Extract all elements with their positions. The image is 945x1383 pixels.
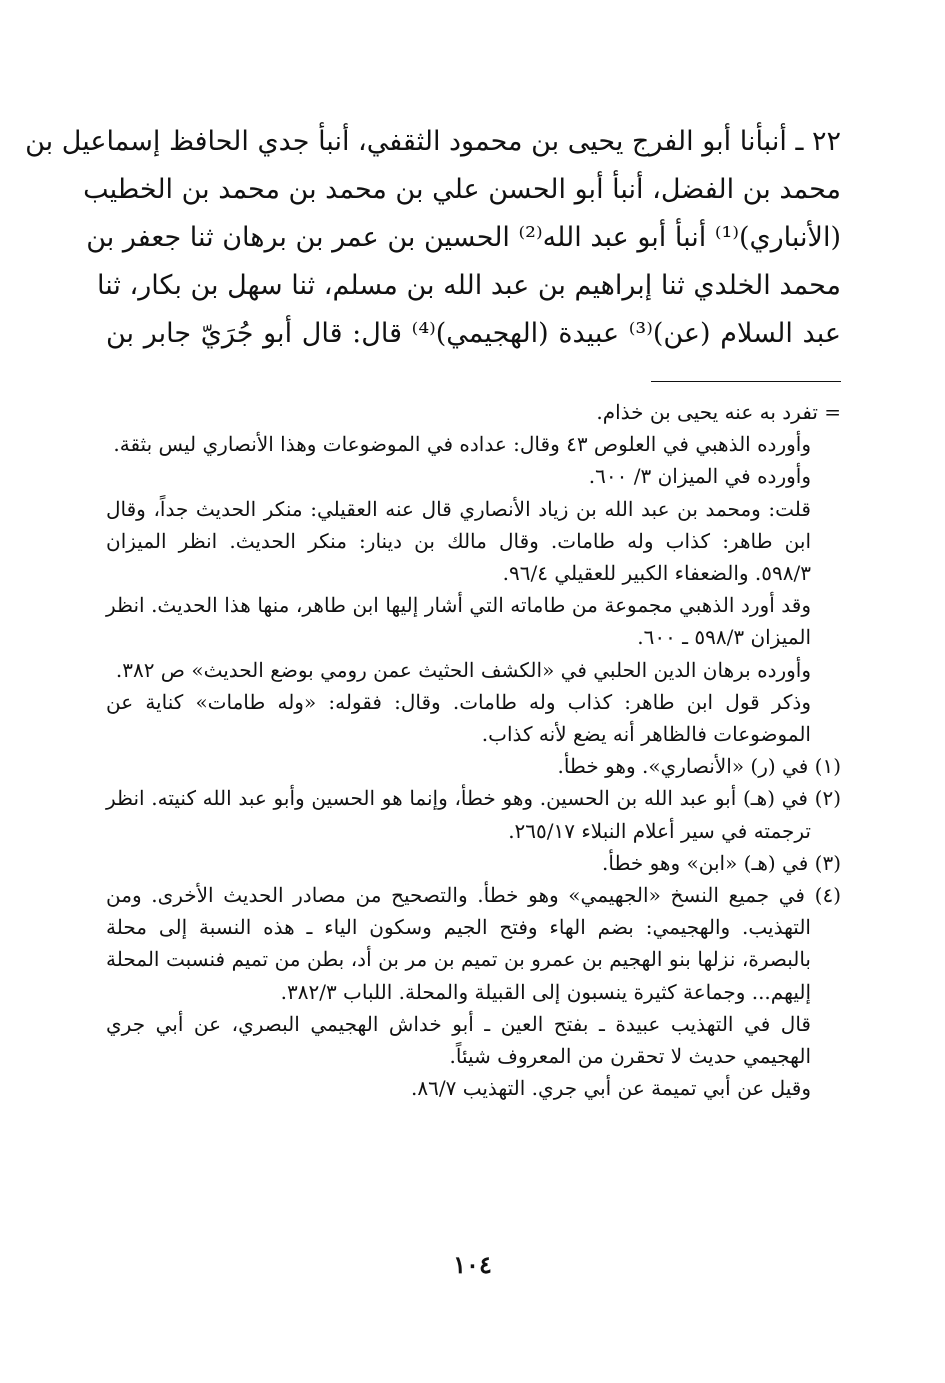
main-text-line: محمد الخلدي ثنا إبراهيم بن عبد الله بن مسلم، ثنا سهل بن بكار، ثنا [97, 270, 841, 301]
footnote-line: (٣) في (هـ) «ابن» وهو خطأ. [602, 850, 841, 875]
footnote-line: بالبصرة، نزلها بنو الهجيم بن عمرو بن تميم بن مر بن أد، بطن من تميم فنسبت المحلة [106, 947, 811, 972]
footnote-line: ابن طاهر: كذاب وله طامات. وقال مالك بن دينار: منكر الحديث. انظر الميزان [106, 528, 811, 553]
footnote-line: الميزان ٥٩٨/٣ ـ ٦٠٠. [637, 625, 811, 650]
footnote-line: ترجمته في سير أعلام النبلاء ٢٦٥/١٧. [508, 818, 811, 843]
footnote-line: (٢) في (هـ) أبو عبد الله بن الحسين. وهو خطأ، وإنما هو الحسين وأبو عبد الله كنيته. انظر [106, 786, 841, 811]
hadith-text [25, 118, 841, 358]
footnote-separator [651, 381, 841, 382]
footnote-line: ٥٩٨/٣. والضعفاء الكبير للعقيلي ٩٦/٤. [502, 561, 811, 586]
footnote-line: (١) في (ر) «الأنصاري». وهو خطأ. [557, 754, 841, 779]
footnote-line: الهجيمي حديث لا تحقرن من المعروف شيئاً. [449, 1044, 811, 1069]
main-text-line: محمد بن الفضل، أنبأ أبو الحسن علي بن محمد بن محمد بن الخطيب [83, 174, 841, 205]
footnote-line: وذكر قول ابن طاهر: كذاب وله طامات. وقال: فقوله: «وله طامات» كناية عن [106, 689, 811, 714]
footnote-line: الموضوعات فالظاهر أنه يضع لأنه كذاب. [481, 722, 811, 747]
footnote-line: وقيل عن أبي تميمة عن أبي جري. التهذيب ٨٦/٧. [411, 1076, 811, 1101]
footnotes [106, 396, 841, 1104]
footnote-line: (٤) في جميع النسخ «الجهيمي» وهو خطأ. والتصحيح من مصادر الحديث الأخرى. ومن [106, 883, 841, 908]
footnote-line: قلت: ومحمد بن عبد الله بن زياد الأنصاري قال عنه العقيلي: منكر الحديث جداً، وقال [106, 496, 811, 521]
footnote-line: وأورده في الميزان ٣/ ٦٠٠. [588, 464, 811, 489]
footnote-line: إليهم... وجماعة كثيرة ينسبون إلى القبيلة والمحلة. اللباب ٣٨٢/٣. [280, 979, 811, 1004]
main-text-line: (الأنباري)⁽¹⁾ أنبأ أبو عبد الله⁽²⁾ الحسين بن عمر بن برهان ثنا جعفر بن [86, 222, 841, 253]
footnote-line: قال في التهذيب عبيدة ـ بفتح العين ـ أبو خداش الهجيمي البصري، عن أبي جري [106, 1011, 811, 1036]
main-text-line: ٢٢ ـ أنبأنا أبو الفرج يحيى بن محمود الثقفي، أنبأ جدي الحافظ إسماعيل بن [25, 126, 841, 157]
footnote-line: وأورده برهان الدين الحلبي في «الكشف الحثيث عمن رومي بوضع الحديث» ص ٣٨٢. [115, 657, 811, 682]
footnote-line: = تفرد به عنه يحيى بن خذام. [596, 400, 841, 424]
footnote-line: وقد أورد الذهبي مجموعة من طاماته التي أشار إليها ابن طاهر، منها هذا الحديث. انظر [106, 593, 811, 618]
main-text-line: عبد السلام (عن)⁽³⁾ عبيدة (الهجيمي)⁽⁴⁾ قال: قال أبو جُرَيّ جابر بن [106, 318, 841, 349]
page-number: ١٠٤ [453, 1250, 492, 1279]
footnote-line: وأورده الذهبي في العلوص ٤٣ وقال: عداده في الموضوعات وهذا الأنصاري ليس بثقة. [113, 432, 811, 457]
footnote-line: التهذيب. والهجيمي: بضم الهاء وفتح الجيم وسكون الياء ـ هذه النسبة إلى محلة [106, 915, 811, 940]
